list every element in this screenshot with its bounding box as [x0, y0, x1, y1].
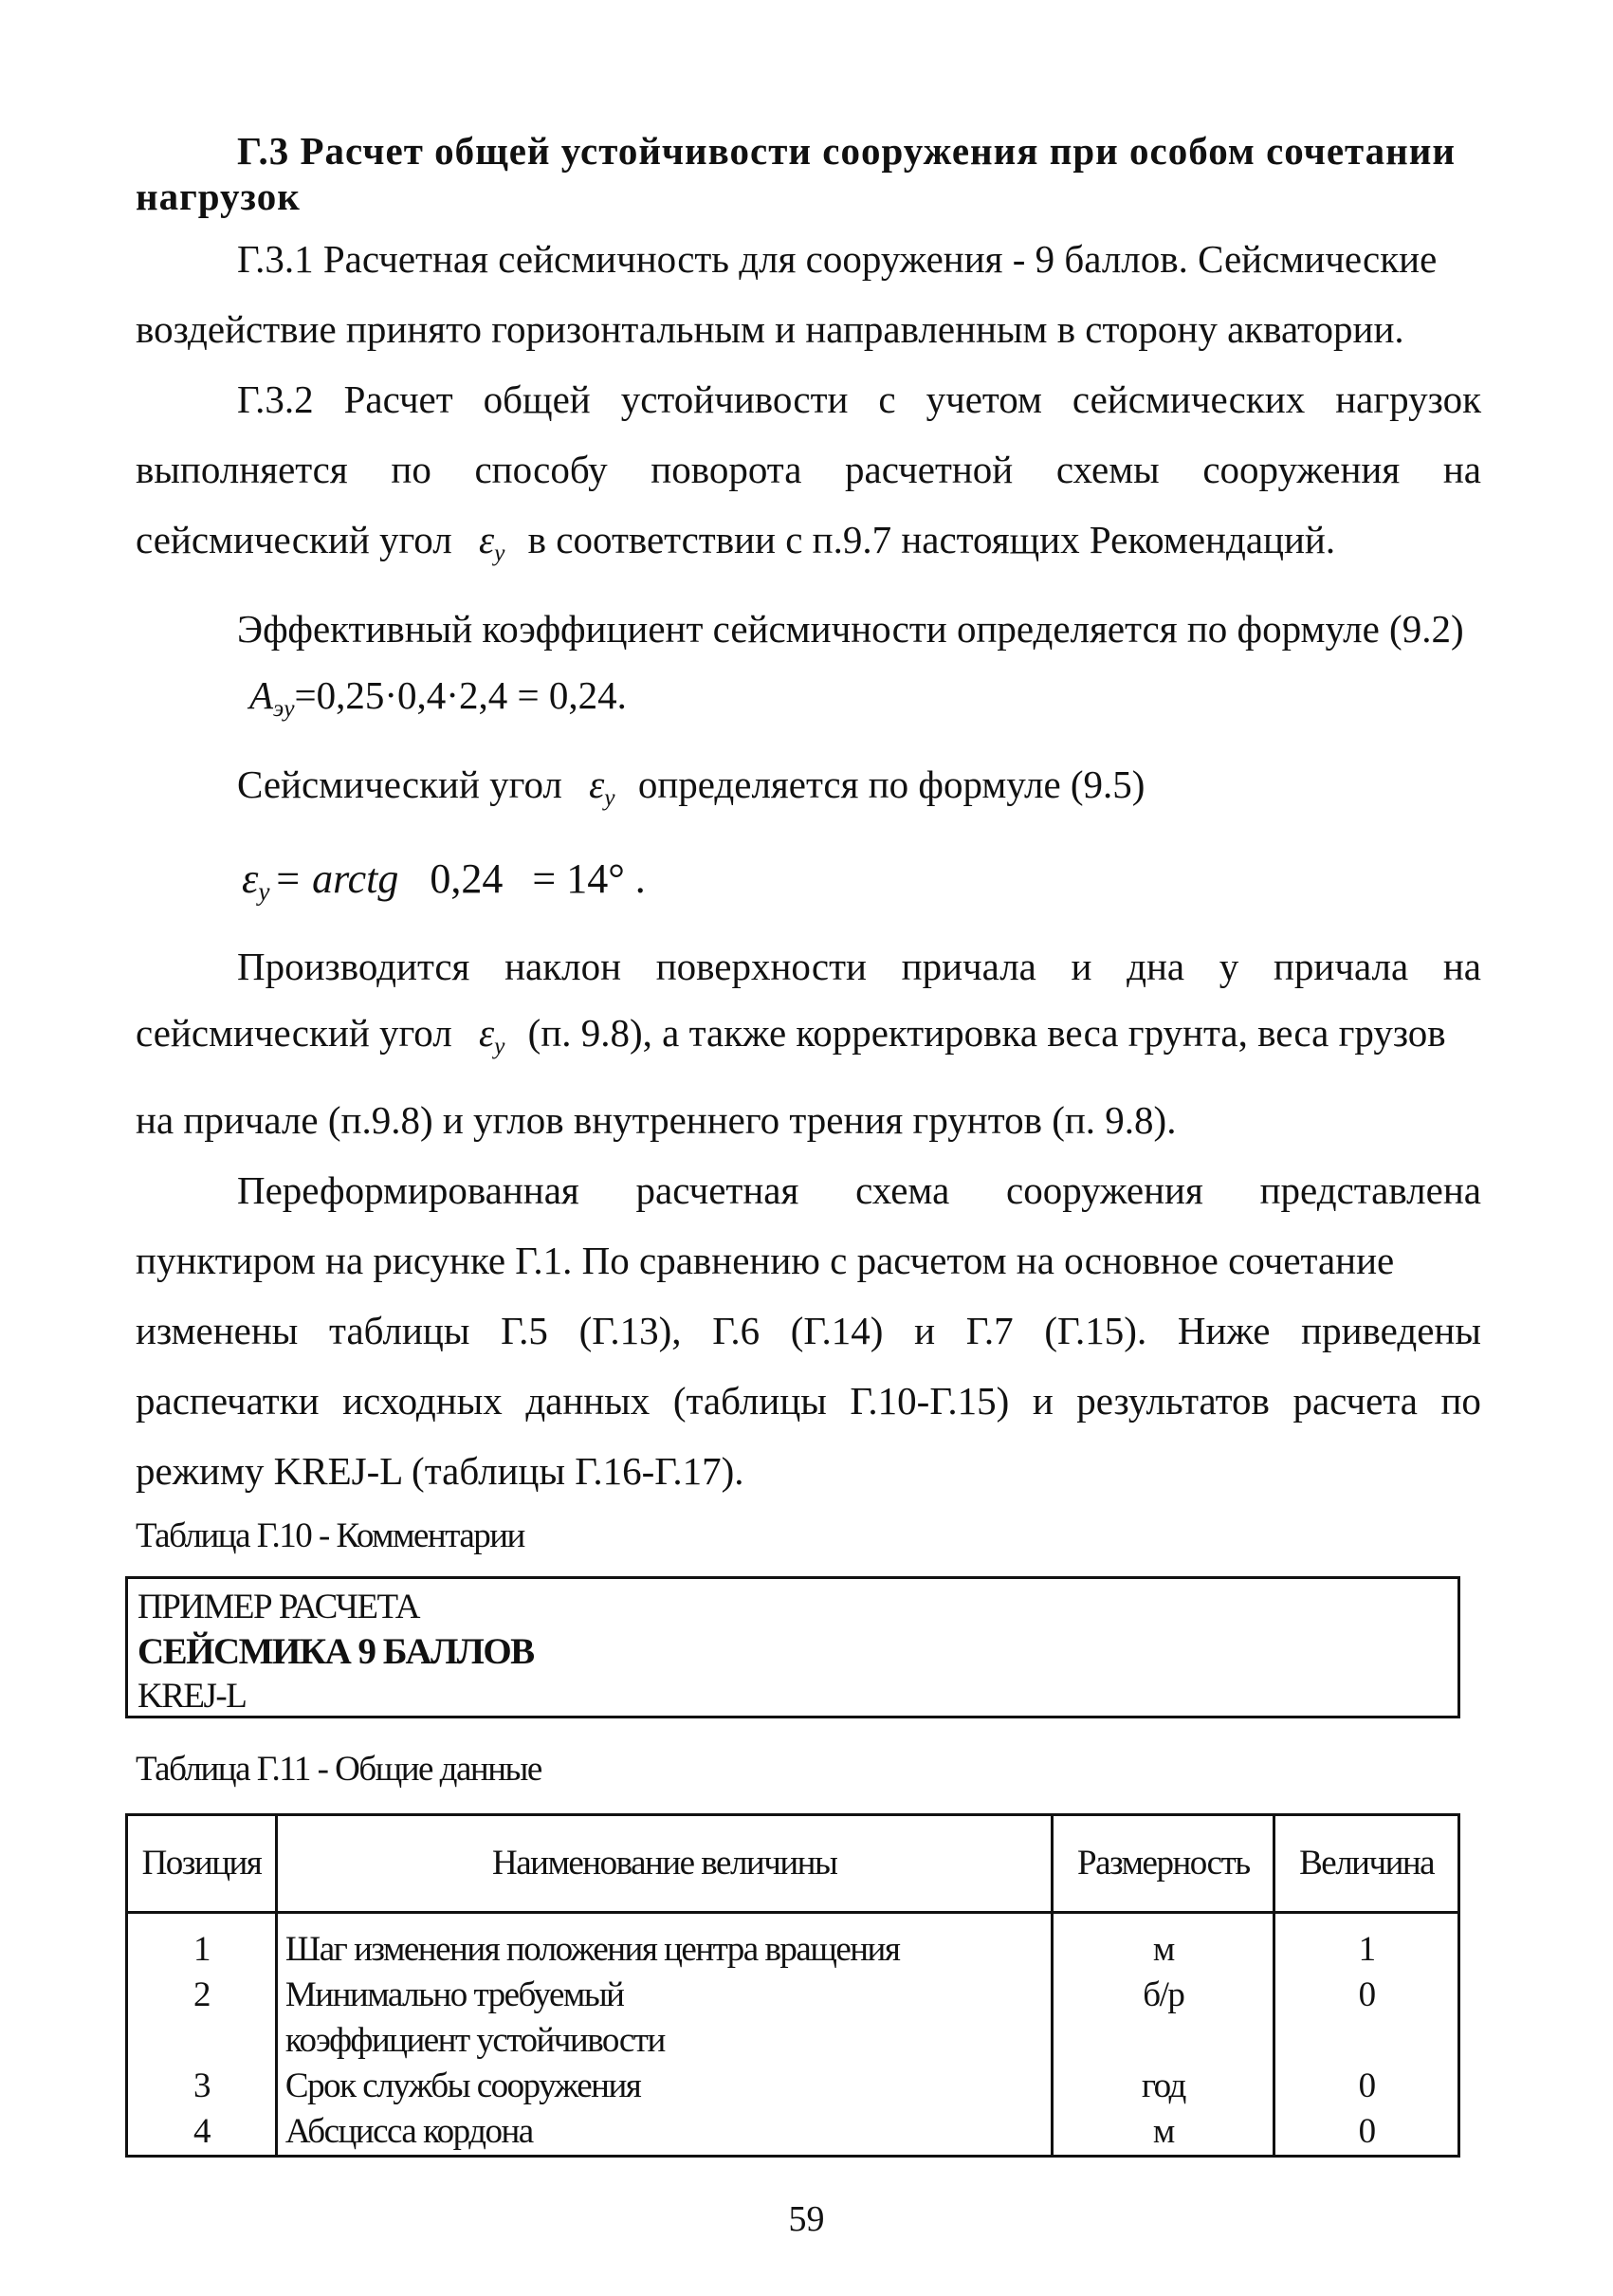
word: Расчет	[343, 377, 453, 421]
paragraph-1-line1: Г.3.1 Расчетная сейсмичность для сооружения - 9 баллов. Сейсмические	[237, 237, 1438, 281]
word: и	[1032, 1379, 1054, 1423]
cell-unit: м	[1053, 1913, 1274, 1974]
table-10-comments-box	[125, 1576, 1460, 1718]
epsilon-subscript: y	[494, 1032, 505, 1059]
formula-epsilon-function: = arctg	[273, 855, 399, 902]
cell-position: 3	[127, 2064, 277, 2109]
section-heading-line2: нагрузок	[136, 174, 301, 218]
cell-unit: б/р	[1053, 1973, 1274, 2064]
paragraph-2-line1	[237, 377, 1481, 421]
word: Г.5	[501, 1309, 548, 1352]
word: сооружения	[1202, 448, 1401, 491]
word: Г.6	[712, 1309, 761, 1352]
table-10-caption: Таблица Г.10 - Комментарии	[136, 1516, 524, 1555]
paragraph-3: Эффективный коэффициент сейсмичности определяется по формуле (9.2)	[237, 607, 1464, 651]
cell-position: 4	[127, 2109, 277, 2157]
page-number: 59	[788, 2199, 825, 2239]
word: выполняется	[136, 448, 348, 491]
epsilon-symbol	[589, 762, 615, 811]
word: расчета	[1292, 1379, 1418, 1423]
word: (Г.15).	[1044, 1309, 1147, 1352]
word: Производится	[237, 945, 470, 988]
word: результатов	[1076, 1379, 1270, 1423]
word: способу	[474, 448, 608, 491]
word: общей	[483, 377, 591, 421]
formula-a-rhs: =0,25·0,4·2,4 = 0,24.	[294, 673, 627, 717]
paragraph-2-line3-text-b: в соответствии с п.9.7 настоящих Рекомендаций.	[527, 518, 1336, 561]
word: Г.3.2	[237, 377, 314, 421]
cell-unit: м	[1053, 2109, 1274, 2157]
table-row	[127, 2109, 1459, 2157]
word: схема	[855, 1168, 950, 1212]
paragraph-2-line3-text-a: сейсмический угол	[136, 518, 452, 561]
word: сейсмических	[1072, 377, 1306, 421]
epsilon-symbol	[242, 855, 270, 907]
paragraph-5-line2-text-a: сейсмический угол	[136, 1011, 452, 1055]
word: расчетная	[635, 1168, 799, 1212]
word: причала	[1273, 945, 1409, 988]
epsilon-char: ε	[589, 762, 605, 806]
table-11-general-data	[125, 1813, 1460, 2158]
paragraph-5-line2	[136, 1011, 1446, 1059]
cell-position: 1	[127, 1913, 277, 1974]
paragraph-6-line5: режиму KREJ-L (таблицы Г.16-Г.17).	[136, 1449, 744, 1493]
word: таблицы	[329, 1309, 470, 1352]
cell-value: 0	[1274, 2109, 1459, 2157]
formula-epsilon-result: = 14° .	[532, 855, 646, 902]
cell-value: 1	[1274, 1913, 1459, 1974]
cell-value: 0	[1274, 2064, 1459, 2109]
word: дна	[1127, 945, 1185, 988]
word: сооружения	[1006, 1168, 1203, 1212]
formula-epsilon-value: 0,24	[430, 855, 504, 902]
paragraph-5-line3: на причале (п.9.8) и углов внутреннего трения грунтов (п. 9.8).	[136, 1098, 1177, 1142]
word: причала	[901, 945, 1036, 988]
word: приведены	[1301, 1309, 1481, 1352]
word: устойчивости	[620, 377, 849, 421]
cell-position: 2	[127, 1973, 277, 2064]
paragraph-4-text-b: определяется по формуле (9.5)	[637, 762, 1146, 806]
paragraph-6-line4	[136, 1379, 1481, 1423]
cell-name: Шаг изменения положения центра вращения	[276, 1913, 1053, 1974]
word: распечатки	[136, 1379, 320, 1423]
word: (таблицы	[672, 1379, 827, 1423]
epsilon-subscript: y	[258, 877, 270, 907]
cell-name: Срок службы сооружения	[276, 2064, 1053, 2109]
word: поворота	[651, 448, 802, 491]
word: поверхности	[655, 945, 867, 988]
a-symbol	[249, 673, 295, 722]
word: (Г.14)	[790, 1309, 884, 1352]
epsilon-subscript: y	[494, 539, 505, 566]
word: наклон	[504, 945, 622, 988]
header-position: Позиция	[127, 1815, 277, 1913]
epsilon-subscript: y	[604, 783, 615, 811]
paragraph-6-line2: пунктиром на рисунке Г.1. По сравнению с расчетом на основное сочетание	[136, 1239, 1395, 1282]
paragraph-5-line1	[237, 947, 1481, 986]
table-10-line3: KREJ-L	[137, 1677, 247, 1716]
word: учетом	[926, 377, 1042, 421]
epsilon-symbol	[478, 1011, 505, 1059]
epsilon-char: ε	[242, 855, 259, 902]
word: по	[391, 448, 431, 491]
word: Г.10-Г.15)	[850, 1379, 1010, 1423]
paragraph-2-line3	[136, 518, 1336, 566]
word: Ниже	[1177, 1309, 1271, 1352]
table-header-row	[127, 1815, 1459, 1913]
word: и	[914, 1309, 936, 1352]
cell-value: 0	[1274, 1973, 1459, 2064]
header-unit: Размерность	[1053, 1815, 1274, 1913]
word: данных	[525, 1379, 651, 1423]
word: Переформированная	[237, 1168, 579, 1212]
table-10-line2: СЕЙСМИКА 9 БАЛЛОВ	[137, 1631, 534, 1672]
word: изменены	[136, 1309, 299, 1352]
paragraph-6-line1	[237, 1168, 1481, 1212]
a-subscript: эу	[273, 694, 295, 722]
paragraph-4	[237, 762, 1146, 811]
cell-unit: год	[1053, 2064, 1274, 2109]
word: с	[878, 377, 896, 421]
word: у	[1219, 945, 1239, 988]
word: исходных	[342, 1379, 503, 1423]
table-10-line1: ПРИМЕР РАСЧЕТА	[137, 1588, 419, 1626]
header-value: Величина	[1274, 1815, 1459, 1913]
word: схемы	[1055, 448, 1160, 491]
word: (Г.13),	[578, 1309, 682, 1352]
section-heading-line1: Г.3 Расчет общей устойчивости сооружения при особом сочетании	[237, 129, 1457, 173]
table-row	[127, 1913, 1459, 1974]
paragraph-4-text-a: Сейсмический угол	[237, 762, 562, 806]
epsilon-symbol	[478, 518, 505, 566]
word: нагрузок	[1335, 377, 1481, 421]
word: на	[1442, 448, 1481, 491]
table-11-caption: Таблица Г.11 - Общие данные	[136, 1750, 541, 1789]
a-char: A	[249, 673, 274, 717]
word: по	[1440, 1379, 1481, 1423]
paragraph-6-line3	[136, 1309, 1481, 1352]
epsilon-char: ε	[478, 1011, 495, 1055]
word: Г.7	[965, 1309, 1014, 1352]
formula-a-effective	[249, 673, 627, 722]
cell-name: Минимально требуемый коэффициент устойчивости	[276, 1973, 1053, 2064]
paragraph-2-line2	[136, 450, 1481, 489]
word: представлена	[1259, 1168, 1481, 1212]
cell-name: Абсцисса кордона	[276, 2109, 1053, 2157]
header-name: Наименование величины	[276, 1815, 1053, 1913]
table-row	[127, 1973, 1459, 2064]
table-row	[127, 2064, 1459, 2109]
paragraph-1-line2: воздействие принято горизонтальным и направленным в сторону акватории.	[136, 307, 1404, 351]
word: и	[1071, 945, 1092, 988]
epsilon-char: ε	[478, 518, 495, 561]
formula-epsilon	[242, 855, 646, 907]
word: расчетной	[845, 448, 1014, 491]
word: на	[1442, 945, 1481, 988]
paragraph-5-line2-text-b: (п. 9.8), а также корректировка веса грунта, веса грузов	[527, 1011, 1446, 1055]
